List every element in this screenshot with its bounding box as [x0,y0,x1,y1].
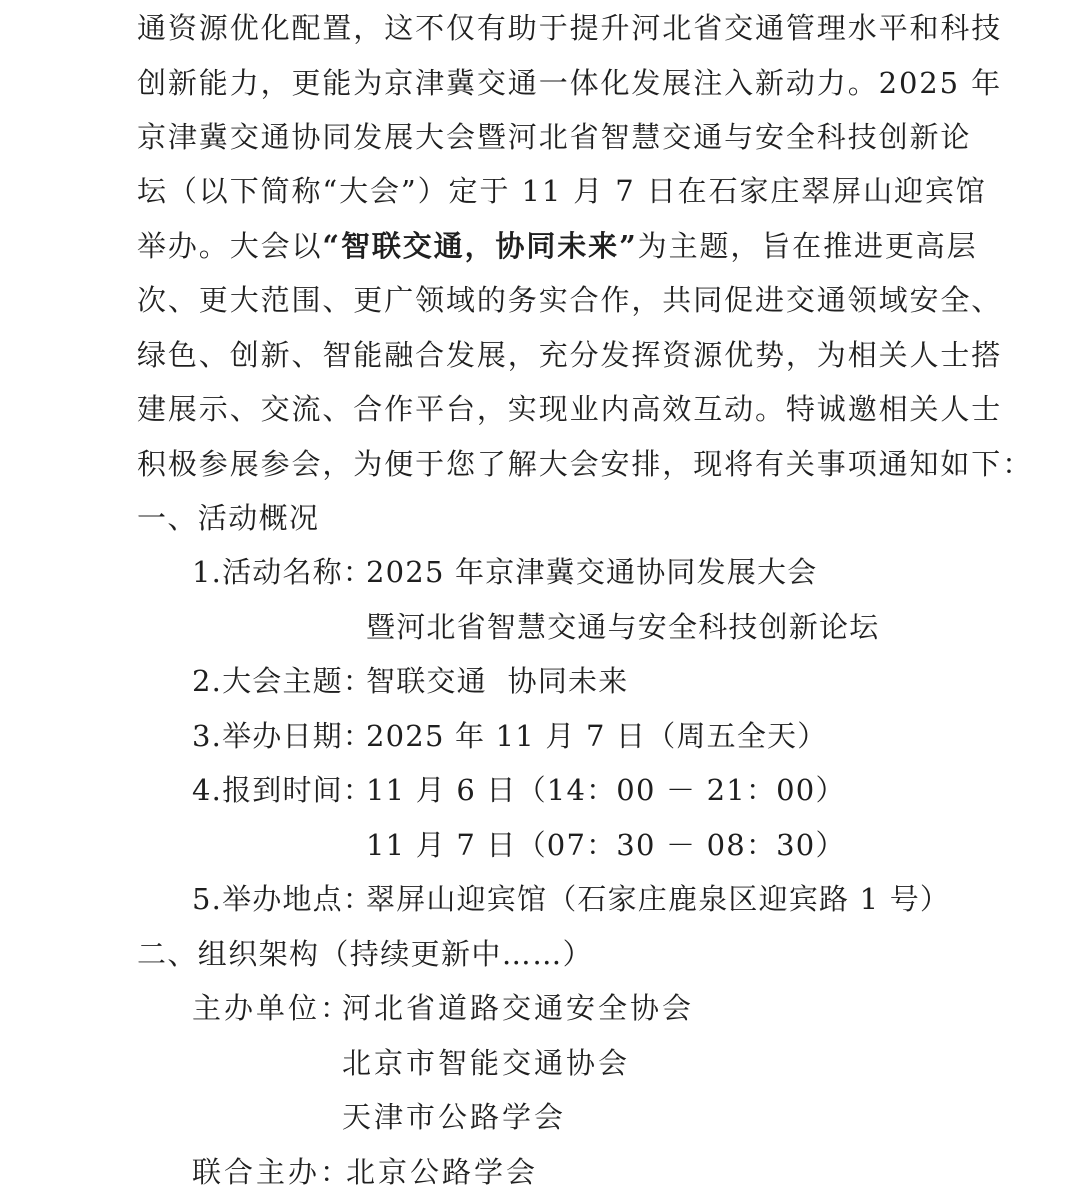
paragraph-line: 坛（以下简称“大会”）定于 11 月 7 日在石家庄翠屏山迎宾馆 [137,174,987,208]
paragraph-line: 积极参展参会，为便于您了解大会安排，现将有关事项通知如下： [137,447,1034,481]
item-value: 2025 年京津冀交通协同发展大会 [366,555,818,589]
co-organizer-name: 北京公路学会 [346,1155,539,1189]
item-label: 5.举办地点： [192,882,374,916]
paragraph-line: 建展示、交流、合作平台，实现业内高效互动。特诚邀相关人士 [137,392,1003,426]
paragraph-line: 绿色、创新、智能融合发展，充分发挥资源优势，为相关人士搭 [137,338,1003,372]
item-value: 2025 年 11 月 7 日（周五全天） [366,719,828,753]
paragraph-line: 举办。大会以“智联交通，协同未来”为主题，旨在推进更高层 [137,229,978,263]
section-heading-overview: 一、活动概况 [137,501,320,535]
item-value: 翠屏山迎宾馆（石家庄鹿泉区迎宾路 1 号） [366,882,951,916]
co-organizers-label: 联合主办： [192,1155,353,1189]
item-value: 11 月 6 日（14：00 － 21：00） [366,773,846,807]
section-heading-organization: 二、组织架构（持续更新中……） [137,937,594,971]
paragraph-line: 通资源优化配置，这不仅有助于提升河北省交通管理水平和科技 [137,11,1003,45]
theme-emphasis: “智联交通，协同未来” [322,229,638,263]
item-value: 暨河北省智慧交通与安全科技创新论坛 [366,610,880,644]
item-value: 11 月 7 日（07：30 － 08：30） [366,828,846,862]
paragraph-line: 次、更大范围、更广领域的务实合作，共同促进交通领域安全、 [137,283,1003,317]
organizer-name: 天津市公路学会 [342,1100,567,1134]
item-value: 智联交通 协同未来 [366,664,629,698]
paragraph-line: 京津冀交通协同发展大会暨河北省智慧交通与安全科技创新论 [137,120,972,154]
item-label: 2.大会主题： [192,664,374,698]
item-label: 3.举办日期： [192,719,374,753]
item-label: 4.报到时间： [192,773,374,807]
organizer-name: 河北省道路交通安全协会 [342,991,695,1025]
paragraph-line: 创新能力，更能为京津冀交通一体化发展注入新动力。2025 年 [137,66,1003,100]
item-label: 1.活动名称： [192,555,374,589]
organizers-label: 主办单位： [192,991,353,1025]
organizer-name: 北京市智能交通协会 [342,1046,631,1080]
